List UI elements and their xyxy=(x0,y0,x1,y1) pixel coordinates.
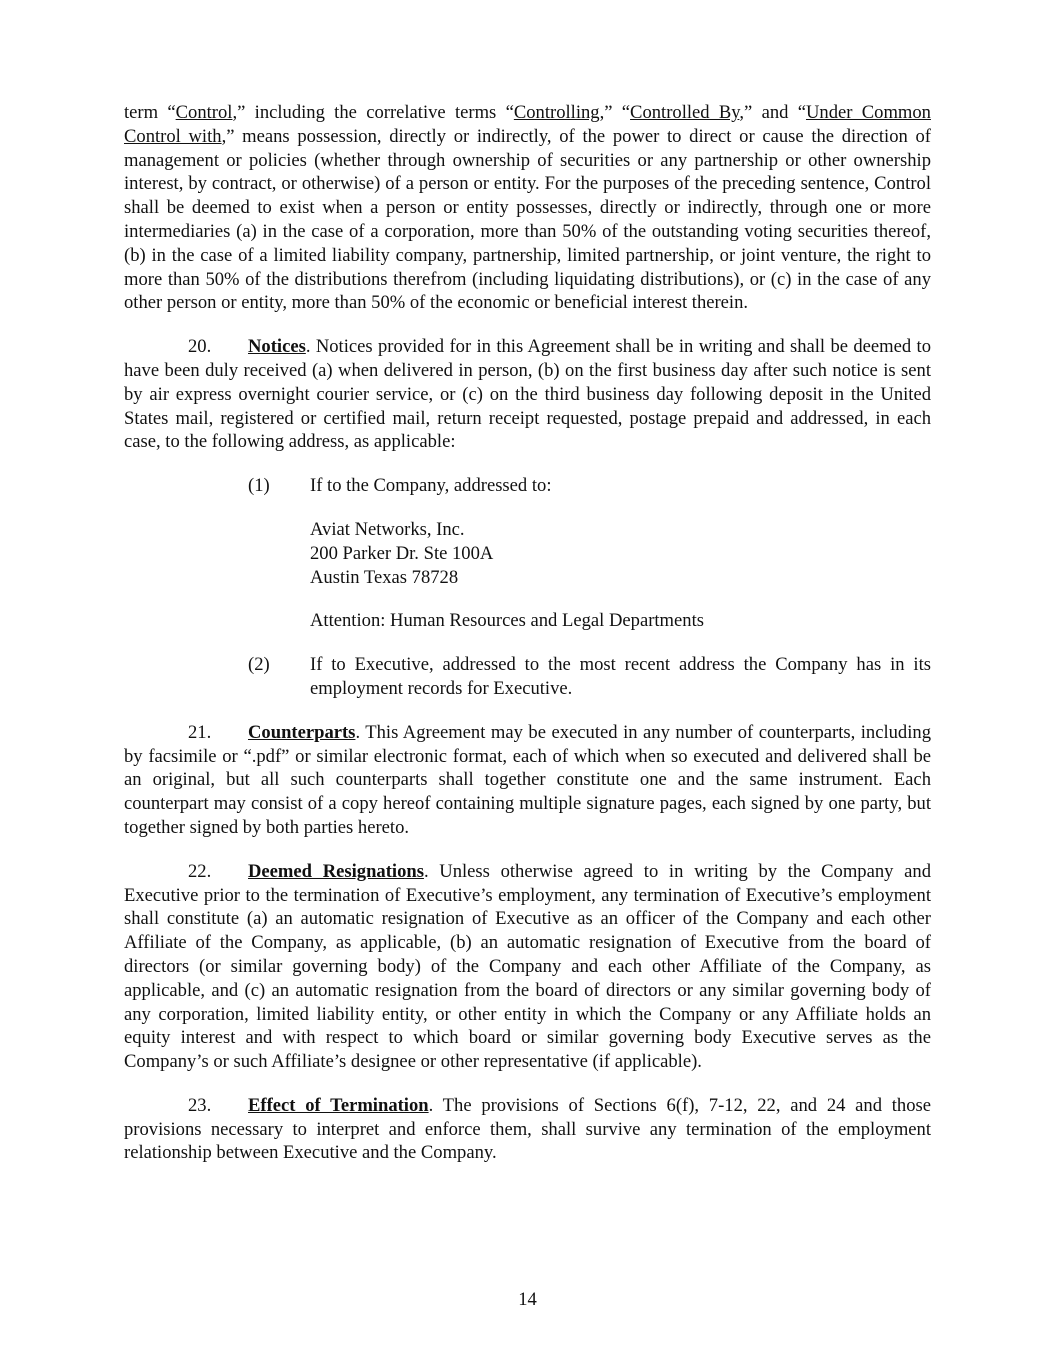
attention-line xyxy=(310,609,931,633)
section-21-paragraph xyxy=(124,721,931,840)
attention-text: Attention: Human Resources and Legal Departments xyxy=(310,610,704,632)
section-number: 22. xyxy=(188,860,212,882)
notice-item-executive xyxy=(248,653,931,701)
section-text: . This Agreement may be executed in any number of counterparts, including by facsimile or “.pdf” or similar electronic format, each of which when so executed and delivered shall be an original, but all such counterparts shall together constitute one and the same instrument. Each counterpart may consist of a copy hereof containing multiple signature pages, each signed by one party, but together signed by both parties hereto. xyxy=(124,721,931,838)
text-run: ,” “ xyxy=(599,102,631,123)
section-heading: Notices xyxy=(248,336,306,358)
section-heading: Effect of Termination xyxy=(248,1094,429,1116)
text-run: ,” and “ xyxy=(739,102,806,123)
text-run: term “ xyxy=(124,102,176,123)
section-text: . The provisions of Sections 6(f), 7-12, 22, and 24 and those provisions necessary to interpret and enforce them, shall survive any termination of the employment relationship between Executive and the Company. xyxy=(124,1094,931,1164)
section-23-paragraph xyxy=(124,1094,931,1165)
address-line: Austin Texas 78728 xyxy=(310,566,459,588)
term-controlling: Controlling xyxy=(513,102,600,123)
term-under-common-control: Under Common Control with xyxy=(124,102,931,147)
section-heading: Deemed Resignations xyxy=(248,860,424,882)
item-label: (1) xyxy=(248,475,270,497)
address-line: 200 Parker Dr. Ste 100A xyxy=(310,542,494,564)
notice-item-company xyxy=(248,474,931,498)
item-text: If to Executive, addressed to the most recent address the Company has in its employment records for Executive. xyxy=(310,654,931,699)
section-22-paragraph xyxy=(124,860,931,1074)
text-run: ,” including the correlative terms “ xyxy=(232,102,514,123)
item-text: If to the Company, addressed to: xyxy=(310,475,552,497)
section-number: 23. xyxy=(188,1094,212,1116)
address-line: Aviat Networks, Inc. xyxy=(310,518,465,540)
document-page xyxy=(124,101,931,1165)
section-text: . Notices provided for in this Agreement shall be in writing and shall be deemed to have been duly received (a) when delivered in person, (b) on the first business day after such notice is sent by air express overnight courier service, or (c) on the third business day following deposit in the United States mail, registered or certified mail, return receipt requested, postage prepaid and addressed, in each case, to the following address, as applicable: xyxy=(124,336,931,453)
term-controlled-by: Controlled By xyxy=(630,102,740,123)
page-number: 14 xyxy=(518,1289,537,1310)
item-label: (2) xyxy=(248,654,270,676)
section-number: 20. xyxy=(188,336,212,358)
section-text: . Unless otherwise agreed to in writing by the Company and Executive prior to the termination of Executive’s employment, any termination of Executive’s employment shall constitute (a) an automatic resignation of Executive as an officer of the Company and each other Affiliate of the Company, as applicable, (b) an automatic resignation of Executive from the board of directors (or similar governing body) of the Company and each other Affiliate of the Company, as applicable, and (c) an automatic resignation from the board of directors or any similar governing body of any corporation, limited liability entity, or other entity in which the Company or any Affiliate holds an equity interest and with respect to which board or similar governing body Executive serves as the Company’s or such Affiliate’s designee or other representative (if applicable). xyxy=(124,860,931,1073)
term-control: Control xyxy=(175,102,233,123)
control-definition-paragraph xyxy=(124,101,931,315)
section-20-paragraph xyxy=(124,335,931,454)
section-number: 21. xyxy=(188,721,212,743)
section-heading: Counterparts xyxy=(248,721,356,743)
company-address xyxy=(310,518,931,589)
text-run: ,” means possession, directly or indirectly, of the power to direct or cause the direction of management or policies (whether through ownership of securities or any partnership or other ownership interest, by contract, or otherwise) of a person or entity. For the purposes of the preceding sentence, Control shall be deemed to exist when a person or entity possesses, directly or indirectly, through one or more intermediaries (a) in the case of a corporation, more than 50% of the outstanding voting securities thereof, (b) in the case of a limited liability company, partnership, limited partnership, or joint venture, the right to more than 50% of the distributions therefrom (including liquidating distributions), or (c) in the case of any other person or entity, more than 50% of the economic or beneficial interest therein. xyxy=(124,125,931,314)
